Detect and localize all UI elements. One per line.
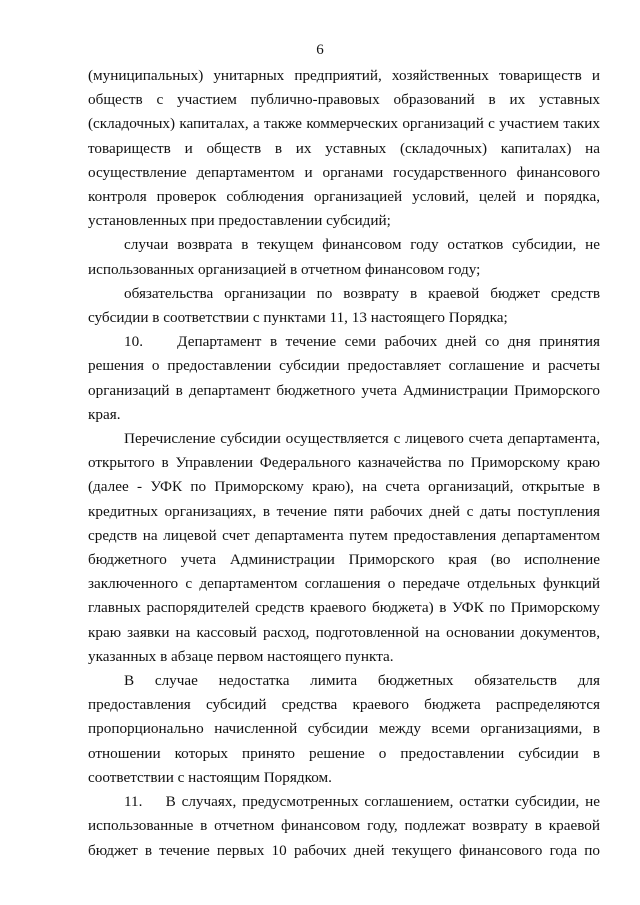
document-body xyxy=(88,64,600,863)
paragraph-item-11: 11. В случаях, предусмотренных соглашением, остатки субсидии, не использованные в отчетном финансовом году, подлежат возврату в краевой бюджет в течение первых 10 рабочих дней текущего финансового года по xyxy=(88,793,600,859)
paragraph-continuation: (муниципальных) унитарных предприятий, хозяйственных товариществ и обществ с участием публично-правовых образований в их уставных (складочных) капиталах, а также коммерческих организаций с участием таких товариществ и обществ в их уставных (складочных) капиталах) на осуществление департаментом и органами государственного финансового контроля проверок соблюдения организацией условий, целей и порядка, установленных при предоставлении субсидий; xyxy=(88,67,600,230)
paragraph-item-10: 10. Департамент в течение семи рабочих дней со дня принятия решения о предоставлении субсидии предоставляет соглашение и расчеты организаций в департамент бюджетного учета Администрации Приморского края. xyxy=(88,333,600,423)
paragraph-transfer: Перечисление субсидии осуществляется с лицевого счета департамента, открытого в Управлении Федерального казначейства по Приморскому краю (далее - УФК по Приморскому краю), на счета организаций, открытые в кредитных организациях, в течение пяти рабочих дней с даты поступления средств на лицевой счет департамента путем предоставления департаментом бюджетного учета Администрации Приморского края (во исполнение заключенного с департаментом соглашения о передаче отдельных функций главных распорядителей средств краевого бюджета) в УФК по Приморскому краю заявки на кассовый расход, подготовленной на основании документов, указанных в абзаце первом настоящего пункта. xyxy=(88,430,600,665)
paragraph-return-cases: случаи возврата в текущем финансовом году остатков субсидии, не использованных организацией в отчетном финансовом году; xyxy=(88,236,600,278)
paragraph-limit-shortage: В случае недостатка лимита бюджетных обязательств для предоставления субсидий средства краевого бюджета распределяются пропорционально начисленной субсидии между всеми организациями, в отношении которых принято решение о предоставлении субсидии в соответствии с настоящим Порядком. xyxy=(88,672,600,786)
page-number: 6 xyxy=(316,42,324,58)
paragraph-obligations: обязательства организации по возврату в краевой бюджет средств субсидии в соответствии с пунктами 11, 13 настоящего Порядка; xyxy=(88,284,600,327)
